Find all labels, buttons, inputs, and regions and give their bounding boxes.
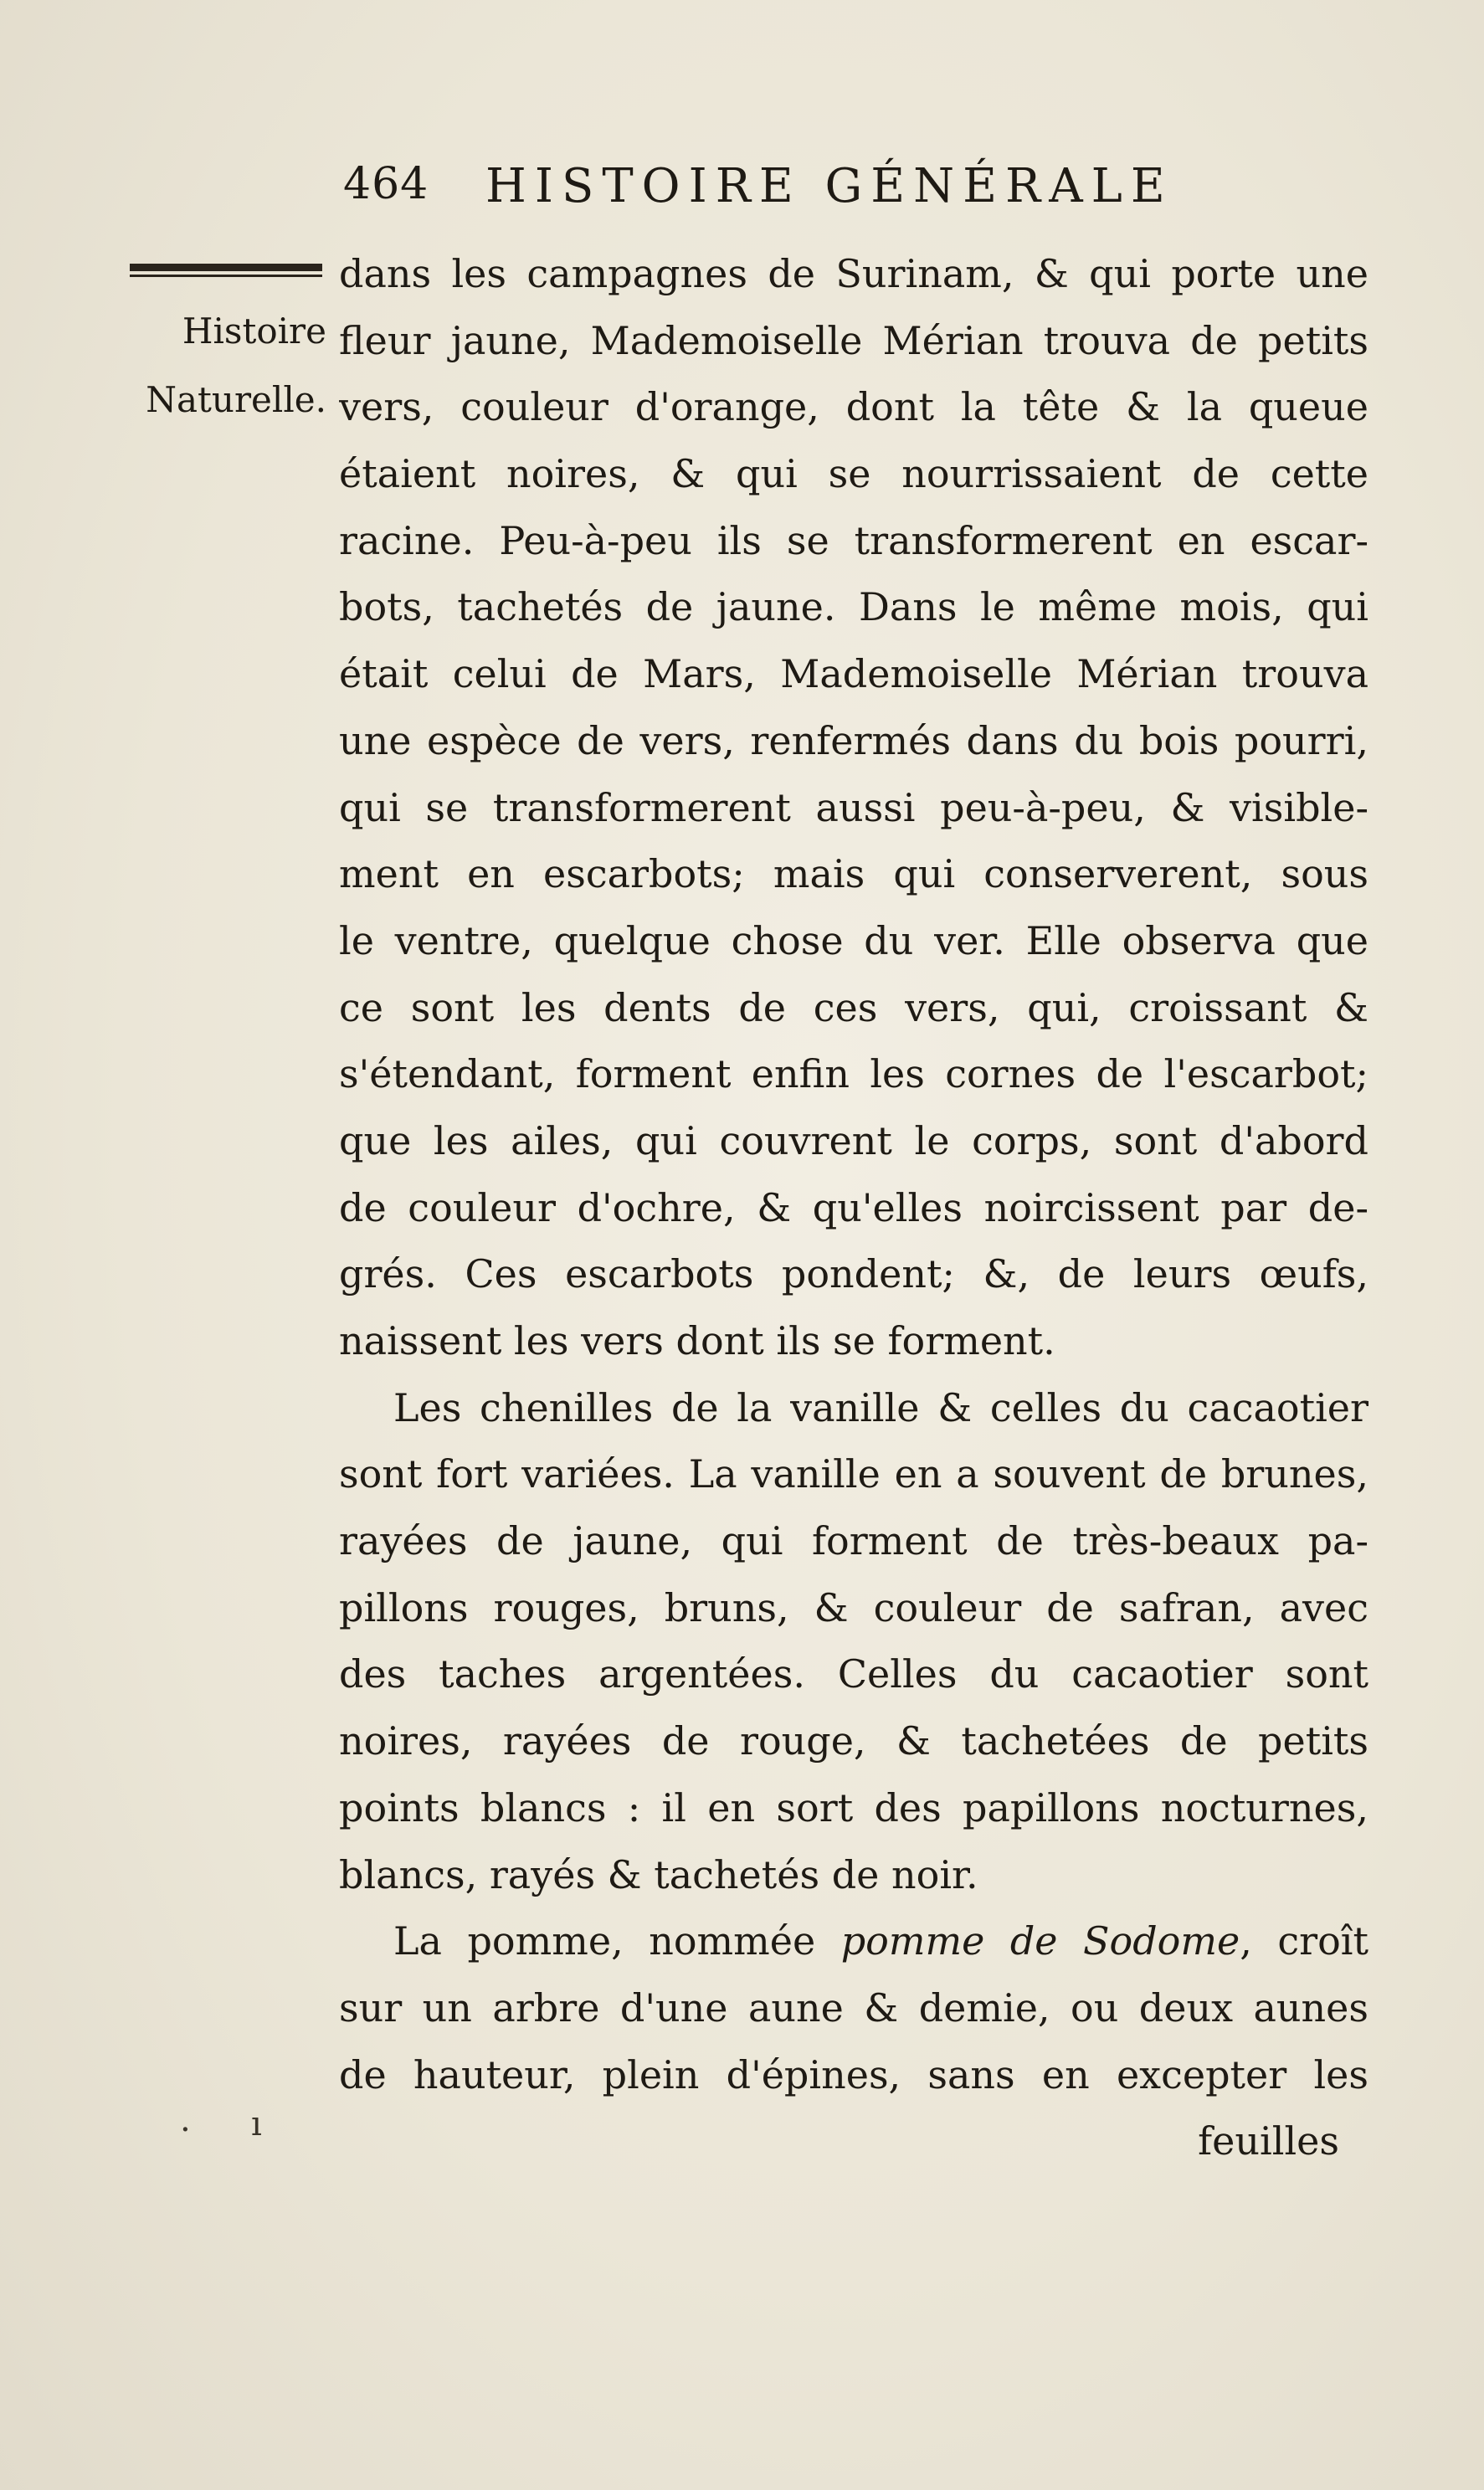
text-line: une espèce de vers, renfermés dans du bois pourri, — [339, 717, 1368, 763]
stray-mark: ı — [251, 2105, 262, 2143]
text-line: sur un arbre d'une aune & demie, ou deux aunes — [339, 1984, 1368, 2031]
marginal-note — [126, 297, 326, 434]
text-line: ce sont les dents de ces vers, qui, croissant & — [339, 984, 1368, 1030]
text-line: de hauteur, plein d'épines, sans en excepter les — [339, 2051, 1368, 2097]
text-line: points blancs : il en sort des papillons nocturnes, — [339, 1784, 1368, 1830]
text-line: Les chenilles de la vanille & celles du cacaotier — [393, 1384, 1368, 1430]
text-line: noires, rayées de rouge, & tachetées de petits — [339, 1718, 1368, 1764]
text-segment: , croît — [1240, 1918, 1368, 1964]
text-line: de couleur d'ochre, & qu'elles noircissent par de- — [339, 1184, 1368, 1230]
text-line: étaient noires, & qui se nourrissaient de cette — [339, 451, 1368, 497]
text-line: qui se transformerent aussi peu-à-peu, & visible- — [339, 784, 1368, 830]
running-title: HISTOIRE GÉNÉRALE — [485, 159, 1173, 213]
text-line: des taches argentées. Celles du cacaotier sont — [339, 1651, 1368, 1697]
text-line: ment en escarbots; mais qui conserverent, sous — [339, 851, 1368, 897]
page-number: 464 — [343, 159, 429, 209]
body-text — [339, 241, 1368, 2175]
text-line: naissent les vers dont ils se forment. — [339, 1318, 1055, 1363]
text-line — [339, 1908, 1368, 1975]
text-segment: La pomme, nommée — [393, 1918, 816, 1964]
text-line: rayées de jaune, qui forment de très-beaux pa- — [339, 1518, 1368, 1564]
text-line: bots, tachetés de jaune. Dans le même mois, qui — [339, 584, 1368, 630]
text-line: s'étendant, forment enfin les cornes de l'escarbot; — [339, 1051, 1368, 1097]
text-line: était celui de Mars, Mademoiselle Mérian trouva — [339, 651, 1368, 697]
text-line: grés. Ces escarbots pondent; &, de leurs œufs, — [339, 1251, 1368, 1297]
text-line: racine. Peu-à-peu ils se transformerent en escar- — [339, 517, 1368, 563]
italic-term: pomme de Sodome — [840, 1918, 1240, 1964]
text-line: sont fort variées. La vanille en a souvent de brunes, — [339, 1451, 1368, 1497]
text-line: blancs, rayés & tachetés de noir. — [339, 1851, 978, 1897]
text-line: que les ailes, qui couvrent le corps, sont d'abord — [339, 1117, 1368, 1163]
text-line: fleur jaune, Mademoiselle Mérian trouva de petits — [339, 317, 1368, 363]
marginal-note-line: Naturelle. — [146, 379, 326, 420]
marginal-note-line: Histoire — [182, 311, 326, 352]
text-line: dans les campagnes de Surinam, & qui porte une — [339, 251, 1368, 296]
catchword: feuilles — [1198, 2118, 1339, 2164]
text-line: vers, couleur d'orange, dont la tête & la queue — [339, 384, 1368, 430]
text-line: pillons rouges, bruns, & couleur de safran, avec — [339, 1584, 1368, 1630]
stray-mark: . — [180, 2101, 191, 2139]
running-head — [343, 159, 1306, 226]
margin-rule — [130, 264, 322, 277]
text-line: le ventre, quelque chose du ver. Elle observa que — [339, 917, 1368, 963]
